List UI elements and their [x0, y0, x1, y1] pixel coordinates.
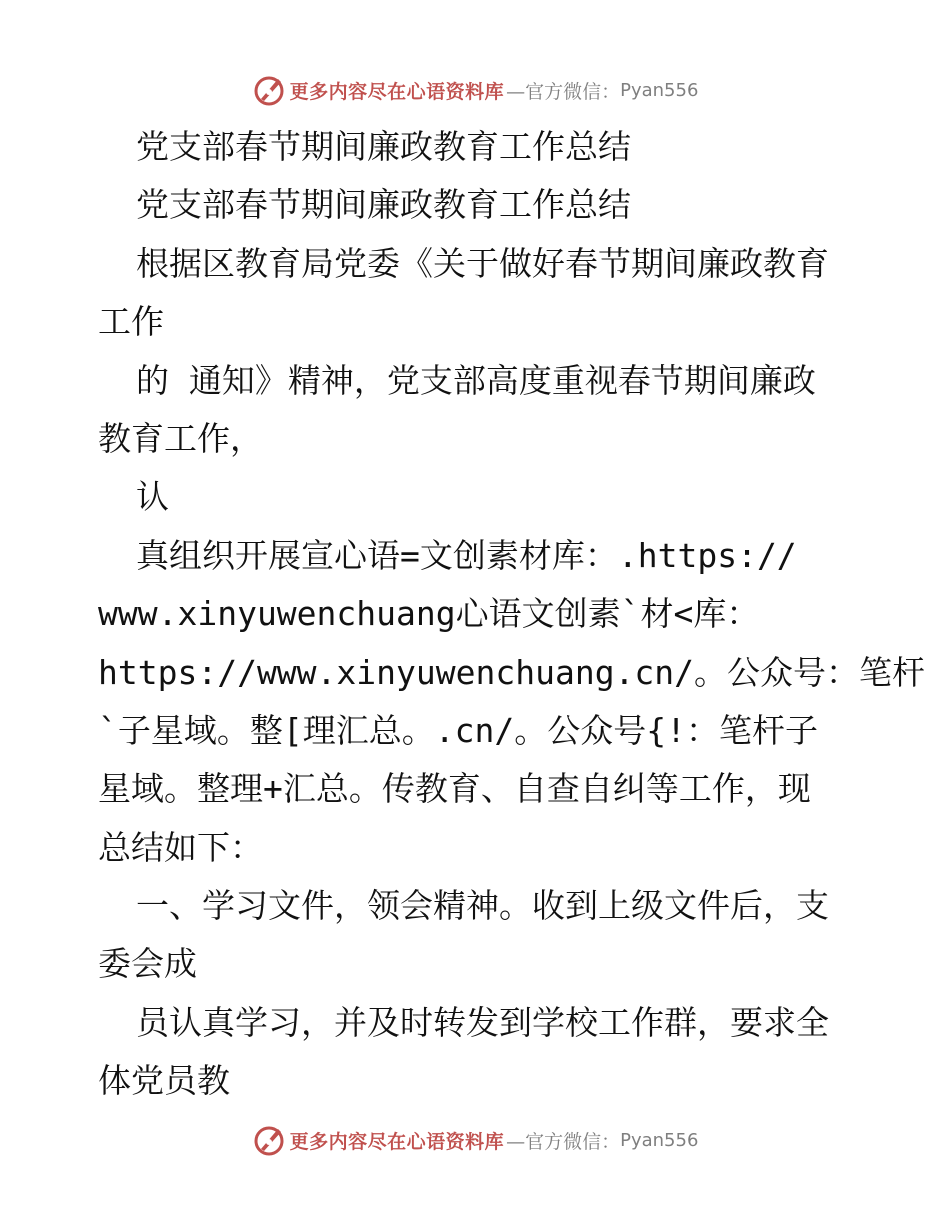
paragraph-line: 一、学习文件，领会精神。收到上级文件后，支 — [136, 886, 829, 926]
paragraph-line: `子星域。整[理汇总。.cn/。公众号{!：笔杆子 — [98, 710, 818, 750]
paragraph-line: https://www.xinyuwenchuang.cn/。公众号：笔杆 — [98, 652, 926, 692]
quill-logo-icon — [252, 73, 286, 107]
footer-watermark — [0, 1120, 950, 1160]
paragraph-line: 教育工作， — [98, 418, 263, 458]
doc-title-line: 党支部春节期间廉政教育工作总结 — [136, 127, 631, 166]
paragraph-line: 员认真学习，并及时转发到学校工作群，要求全 — [136, 1002, 829, 1042]
paragraph-line: 的 通知》精神，党支部高度重视春节期间廉政 — [136, 360, 816, 400]
paragraph-line: 委会成 — [98, 944, 197, 984]
banner-main-text: 更多内容尽在心语资料库 — [289, 80, 505, 103]
paragraph-line: 体党员教 — [98, 1061, 230, 1101]
paragraph-line: www.xinyuwenchuang心语文创素`材<库： — [98, 594, 760, 634]
paragraph-line: 工作 — [98, 302, 164, 342]
quill-logo-icon — [252, 1123, 286, 1157]
banner-sub-text: —官方微信： — [506, 1130, 621, 1153]
paragraph-line: 总结如下： — [98, 827, 263, 867]
paragraph-line: 根据区教育局党委《关于做好春节期间廉政教育 — [136, 243, 829, 283]
banner-sub-text: —官方微信： — [506, 80, 621, 103]
paragraph-line: 星域。整理+汇总。传教育、自查自纠等工作，现 — [98, 769, 811, 809]
doc-subtitle-line: 党支部春节期间廉政教育工作总结 — [136, 185, 631, 225]
paragraph-line: 认 — [136, 477, 169, 517]
banner-main-text: 更多内容尽在心语资料库 — [289, 1130, 505, 1153]
document-body — [98, 118, 926, 1111]
banner-wechat-id: Pyan556 — [620, 79, 699, 101]
banner-wechat-id: Pyan556 — [620, 1129, 699, 1151]
paragraph-line: 真组织开展宣心语=文创素材库：.https:// — [136, 535, 797, 575]
header-watermark — [0, 70, 950, 110]
